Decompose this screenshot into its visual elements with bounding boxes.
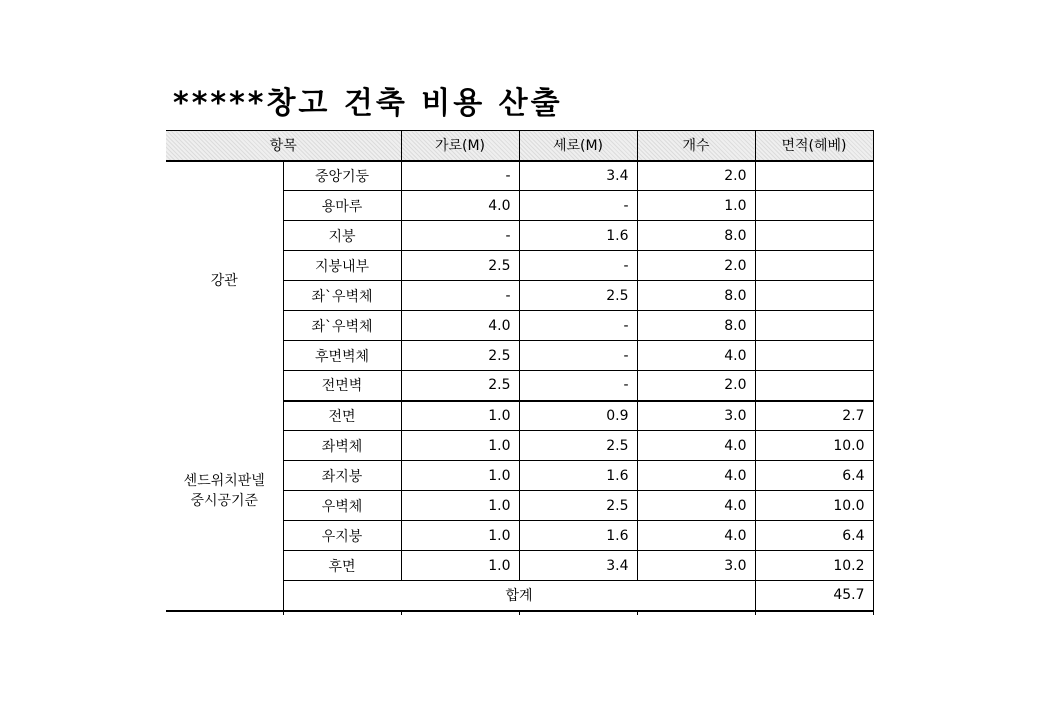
header-count: 개수: [637, 131, 755, 161]
row-length: 1.6: [519, 521, 637, 551]
row-length: 2.5: [519, 281, 637, 311]
row-count: 8.0: [637, 281, 755, 311]
row-item: 좌지붕: [283, 461, 401, 491]
row-width: 1.0: [401, 521, 519, 551]
row-item: 지붕내부: [283, 251, 401, 281]
row-area: 10.0: [755, 431, 873, 461]
row-count: 4.0: [637, 491, 755, 521]
row-item: 우벽체: [283, 491, 401, 521]
table-row: [166, 161, 873, 191]
row-count: 4.0: [637, 521, 755, 551]
row-item: 우지붕: [283, 521, 401, 551]
row-area: [755, 281, 873, 311]
row-item: 전면: [283, 401, 401, 431]
header-area: 면적(헤베): [755, 131, 873, 161]
row-length: 1.6: [519, 461, 637, 491]
row-width: 2.5: [401, 251, 519, 281]
row-area: [755, 371, 873, 401]
group-label-steel: 강관: [166, 161, 283, 401]
row-area: [755, 191, 873, 221]
row-length: -: [519, 191, 637, 221]
row-count: 2.0: [637, 371, 755, 401]
row-count: 3.0: [637, 401, 755, 431]
cost-table: [166, 130, 874, 615]
table-row: [166, 401, 873, 431]
row-area: 10.2: [755, 551, 873, 581]
row-length: -: [519, 311, 637, 341]
row-width: 2.5: [401, 371, 519, 401]
grid-tick: [637, 611, 755, 615]
row-count: 4.0: [637, 461, 755, 491]
row-area: 2.7: [755, 401, 873, 431]
row-count: 3.0: [637, 551, 755, 581]
total-blank-cell: [166, 581, 283, 611]
row-item: 좌벽체: [283, 431, 401, 461]
grid-tick: [283, 611, 401, 615]
row-count: 4.0: [637, 341, 755, 371]
row-count: 8.0: [637, 221, 755, 251]
row-width: 1.0: [401, 401, 519, 431]
header-width: 가로(M): [401, 131, 519, 161]
row-width: -: [401, 221, 519, 251]
row-item: 지붕: [283, 221, 401, 251]
row-count: 2.0: [637, 161, 755, 191]
row-area: [755, 341, 873, 371]
grid-tick: [755, 611, 873, 615]
row-width: 1.0: [401, 461, 519, 491]
row-area: 10.0: [755, 491, 873, 521]
row-area: 6.4: [755, 521, 873, 551]
row-item: 후면: [283, 551, 401, 581]
row-width: -: [401, 281, 519, 311]
row-item: 좌`우벽체: [283, 311, 401, 341]
row-area: 6.4: [755, 461, 873, 491]
total-row: [166, 581, 873, 611]
row-area: [755, 251, 873, 281]
row-width: 1.0: [401, 551, 519, 581]
row-length: 0.9: [519, 401, 637, 431]
header-length: 세로(M): [519, 131, 637, 161]
row-item: 좌`우벽체: [283, 281, 401, 311]
grid-ticks-row: [166, 611, 873, 615]
row-count: 2.0: [637, 251, 755, 281]
row-length: 2.5: [519, 431, 637, 461]
row-width: 1.0: [401, 491, 519, 521]
group-label-sandwich-panel: [166, 401, 283, 581]
total-label: 합계: [283, 581, 755, 611]
sheet-title: *****창고 건축 비용 산출: [173, 86, 563, 121]
header-item: 항목: [166, 131, 401, 161]
grid-tick: [519, 611, 637, 615]
row-width: 1.0: [401, 431, 519, 461]
row-length: -: [519, 251, 637, 281]
row-length: 3.4: [519, 161, 637, 191]
row-length: 3.4: [519, 551, 637, 581]
header-row: [166, 131, 873, 161]
row-count: 4.0: [637, 431, 755, 461]
row-width: -: [401, 161, 519, 191]
row-length: 2.5: [519, 491, 637, 521]
group-label-line1: 센드위치판넬: [183, 472, 265, 489]
row-length: -: [519, 371, 637, 401]
grid-tick: [401, 611, 519, 615]
row-item: 전면벽: [283, 371, 401, 401]
row-width: 4.0: [401, 191, 519, 221]
row-count: 1.0: [637, 191, 755, 221]
total-value: 45.7: [755, 581, 873, 611]
row-length: -: [519, 341, 637, 371]
row-area: [755, 161, 873, 191]
group-label-line2: 중시공기준: [190, 492, 259, 509]
row-length: 1.6: [519, 221, 637, 251]
row-item: 후면벽체: [283, 341, 401, 371]
row-width: 2.5: [401, 341, 519, 371]
row-item: 중앙기둥: [283, 161, 401, 191]
row-area: [755, 311, 873, 341]
row-area: [755, 221, 873, 251]
row-item: 용마루: [283, 191, 401, 221]
row-width: 4.0: [401, 311, 519, 341]
row-count: 8.0: [637, 311, 755, 341]
grid-tick: [166, 611, 283, 615]
